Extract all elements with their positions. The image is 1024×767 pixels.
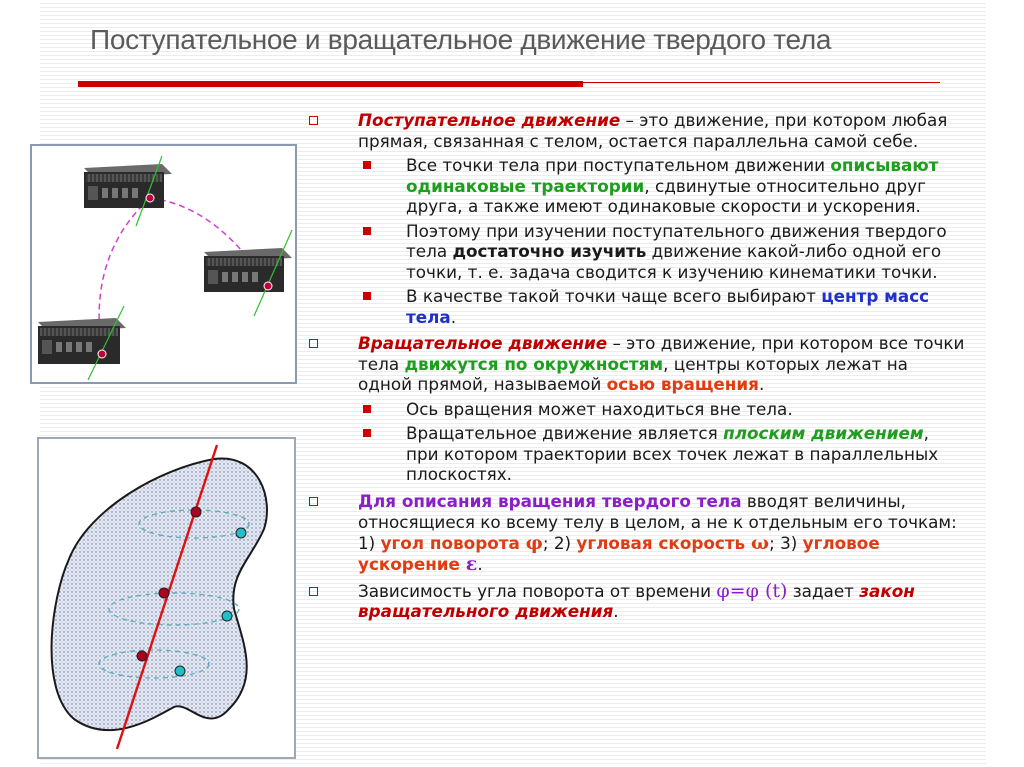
filled-square-bullet [363,292,371,300]
amplifier-box-top [84,164,172,208]
filled-square-bullet [363,227,371,235]
point-1 [146,194,154,202]
point-2 [264,282,272,290]
amplifier-box-right [204,248,292,292]
filled-square-bullet [363,429,371,437]
hollow-square-bullet [309,497,318,506]
law-term: закон вращательного движения [358,580,915,621]
omega-symbol: ω [751,531,770,554]
description-lead: Для описания вращения твердого тела [358,490,742,511]
enough-to-study-term: достаточно изучить [452,241,647,261]
translational-figure [30,144,297,384]
hollow-square-bullet [309,116,318,125]
axis-point-1 [191,507,201,517]
slide-title: Поступательное и вращательное движение твердого тела [90,24,832,55]
slide-text [305,110,965,622]
body-point-2 [222,611,232,621]
rotational-illustration [39,439,294,757]
translational-term: Поступательное движение [358,110,621,130]
right-margin [986,0,1024,767]
law-formula: φ=φ (t) [716,579,788,602]
rotational-definition: Вращательное движение – это движение, при котором все точки тела движутся по окружностям, центры которых лежат на одной прямой, называемой осью вращения. [305,333,965,395]
circles-term: движутся по окружностям [404,353,664,374]
point-3 [98,350,106,358]
translational-def: – это движение, при котором любая прямая, связанная с телом, остается параллельна самой себе. [358,110,948,151]
angular-acceleration-term: угловое ускорение [358,532,880,574]
phi-symbol: φ [525,531,543,554]
rotational-bullet-1: Ось вращения может находиться вне тела. [305,399,965,420]
axis-point-2 [159,588,169,598]
description-paragraph: Для описания вращения твердого тела вводят величины, относящиеся ко всему телу в целом, а не к отдельным его точкам: 1) угол поворота φ; 2) угловая скорость ω; 3) угловое ускорение ε. [305,491,965,575]
hollow-square-bullet [309,587,318,596]
translational-definition [305,110,965,151]
rotation-axis-term: осью вращения [606,374,759,394]
law-paragraph: Зависимость угла поворота от времени φ=φ (t) задает закон вращательного движения. [305,581,965,622]
plane-motion-term: плоским движением [723,423,924,443]
same-trajectories-term: описывают одинаковые траектории [406,155,939,196]
rotational-figure [37,437,296,759]
filled-square-bullet [363,405,371,413]
center-of-mass-term: центр масс тела [406,286,930,327]
title-underline-thick [78,81,583,87]
translational-illustration [32,146,295,382]
translational-bullet-1: Все точки тела при поступательном движении описывают одинаковые траектории, сдвинутые относительно друг друга, а также имеют одинаковые скорости и ускорения. [305,155,965,217]
rotational-bullet-2: Вращательное движение является плоским движением, при котором траектории всех точек лежат в параллельных плоскостях. [305,423,965,485]
body-point-1 [236,528,246,538]
hollow-square-bullet [309,339,318,348]
axis-point-3 [137,651,147,661]
body-point-3 [175,666,185,676]
translational-bullet-3: В качестве такой точки чаще всего выбирают центр масс тела. [305,286,965,327]
title-underline-thin [583,82,940,83]
translational-bullet-2: Поэтому при изучении поступательного движения твердого тела достаточно изучить движение какой-либо одной его точки, т. е. задача сводится к изучению кинематики точки. [305,221,965,283]
angular-velocity-term: угловая скорость [576,532,752,553]
amplifier-box-bottom [38,318,126,364]
rotation-angle-term: угол поворота [380,532,526,553]
epsilon-symbol: ε [465,552,478,575]
filled-square-bullet [363,161,371,169]
rotational-term: Вращательное движение [358,333,608,353]
